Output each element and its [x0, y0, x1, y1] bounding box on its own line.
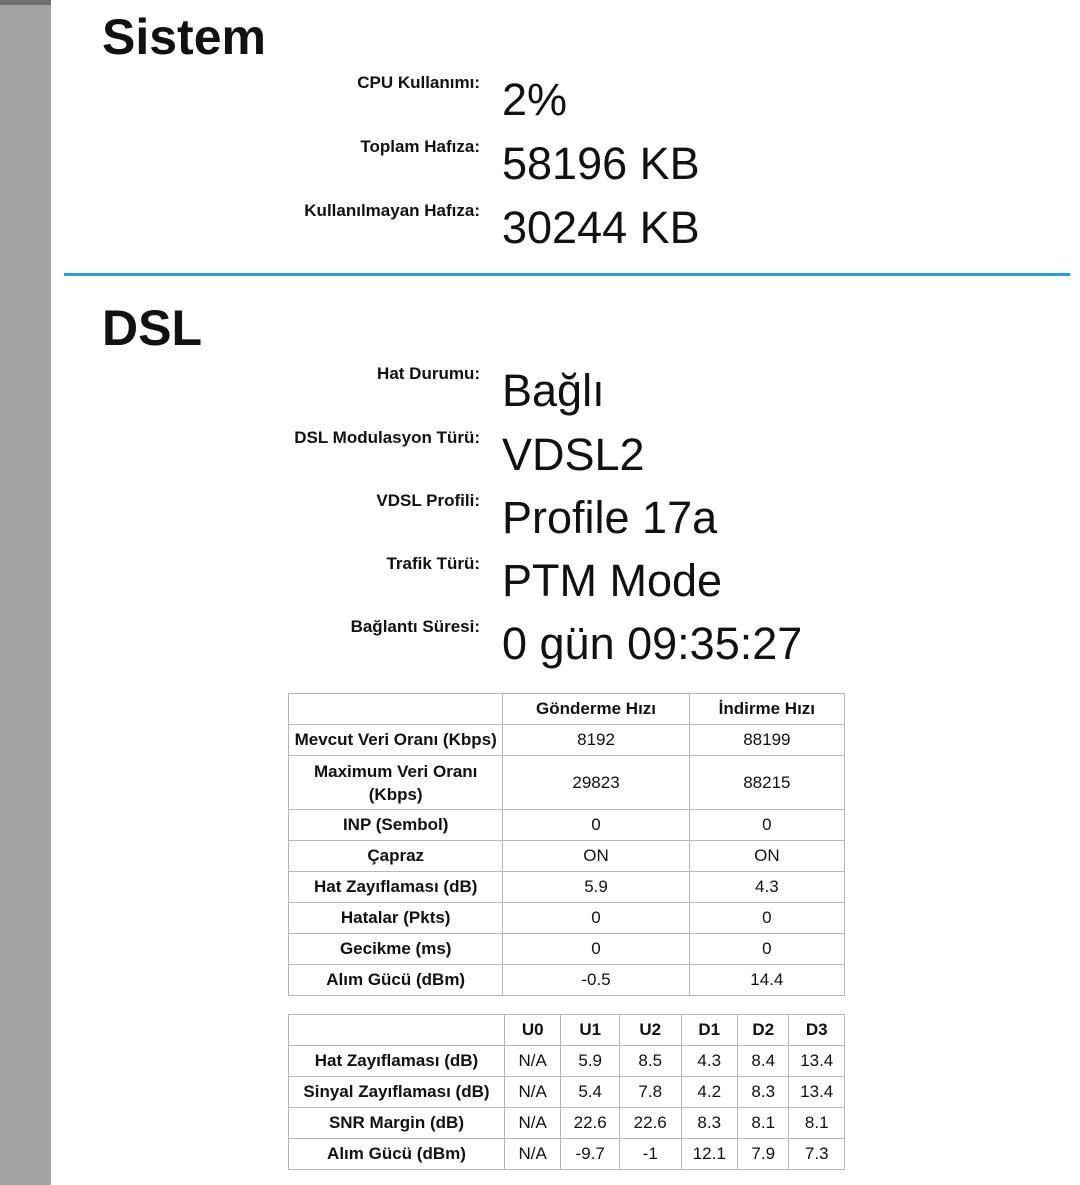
table-cell: ON — [689, 841, 844, 872]
line-status-value: Bağlı — [502, 365, 605, 416]
table-cell: 13.4 — [789, 1046, 845, 1077]
table-cell: 12.1 — [681, 1139, 738, 1170]
row-label: SNR Margin (dB) — [289, 1108, 505, 1139]
table-cell: 5.9 — [561, 1046, 620, 1077]
table-header-row — [289, 1015, 845, 1046]
table-header-cell: İndirme Hızı — [689, 694, 844, 725]
table-cell: 7.8 — [619, 1077, 681, 1108]
table-row — [289, 841, 845, 872]
table-row — [289, 965, 845, 996]
table-header-cell: D2 — [738, 1015, 789, 1046]
vdsl-profile-value: Profile 17a — [502, 492, 718, 543]
table-cell: 0 — [689, 903, 844, 934]
table-row — [289, 1077, 845, 1108]
table-cell: 0 — [503, 934, 689, 965]
total-memory-label: Toplam Hafıza: — [360, 137, 480, 156]
table-cell: 4.2 — [681, 1077, 738, 1108]
table-cell: 5.4 — [561, 1077, 620, 1108]
dsl-section-title: DSL — [102, 300, 202, 356]
table-cell: 8.1 — [738, 1108, 789, 1139]
table-row — [289, 1108, 845, 1139]
row-label: Hat Zayıflaması (dB) — [289, 1046, 505, 1077]
table-cell: 7.3 — [789, 1139, 845, 1170]
table-cell: 13.4 — [789, 1077, 845, 1108]
table-cell: 22.6 — [561, 1108, 620, 1139]
vdsl-profile-label: VDSL Profili: — [376, 491, 480, 510]
table-cell: 0 — [503, 810, 689, 841]
row-label: Alım Gücü (dBm) — [289, 965, 503, 996]
table-header-cell: D1 — [681, 1015, 738, 1046]
system-section-title: Sistem — [102, 9, 266, 65]
table-cell: 14.4 — [689, 965, 844, 996]
table-cell: 5.9 — [503, 872, 689, 903]
row-label: INP (Sembol) — [289, 810, 503, 841]
table-cell: N/A — [504, 1046, 561, 1077]
table-row — [289, 756, 845, 810]
free-memory-value: 30244 KB — [502, 202, 700, 253]
table-cell: 29823 — [503, 756, 689, 810]
table-header-cell: D3 — [789, 1015, 845, 1046]
row-label: Çapraz — [289, 841, 503, 872]
table-cell: 4.3 — [681, 1046, 738, 1077]
table-cell: 4.3 — [689, 872, 844, 903]
band-table — [288, 1014, 845, 1170]
cpu-usage-label: CPU Kullanımı: — [357, 73, 480, 92]
table-row — [289, 934, 845, 965]
traffic-type-value: PTM Mode — [502, 555, 723, 606]
row-label: Hatalar (Pkts) — [289, 903, 503, 934]
table-cell: 0 — [503, 903, 689, 934]
table-cell: -1 — [619, 1139, 681, 1170]
table-cell: 22.6 — [619, 1108, 681, 1139]
table-cell: 8.1 — [789, 1108, 845, 1139]
total-memory-value: 58196 KB — [502, 138, 700, 189]
table-header-cell: Gönderme Hızı — [503, 694, 689, 725]
table-header-cell: U2 — [619, 1015, 681, 1046]
table-row — [289, 1139, 845, 1170]
table-cell: 8.3 — [738, 1077, 789, 1108]
table-cell: N/A — [504, 1077, 561, 1108]
table-cell: 88215 — [689, 756, 844, 810]
rate-table — [288, 693, 845, 996]
modulation-type-value: VDSL2 — [502, 429, 645, 480]
modulation-type-label: DSL Modulasyon Türü: — [294, 428, 480, 447]
row-label: Hat Zayıflaması (dB) — [289, 872, 503, 903]
table-cell: 8192 — [503, 725, 689, 756]
table-header-cell: U0 — [504, 1015, 561, 1046]
table-row — [289, 1046, 845, 1077]
table-cell: 0 — [689, 934, 844, 965]
table-cell: 7.9 — [738, 1139, 789, 1170]
table-row — [289, 810, 845, 841]
table-row — [289, 872, 845, 903]
table-header-row — [289, 694, 845, 725]
table-cell: 88199 — [689, 725, 844, 756]
table-cell: -9.7 — [561, 1139, 620, 1170]
table-cell: 8.5 — [619, 1046, 681, 1077]
cpu-usage-value: 2% — [502, 74, 568, 125]
table-header-cell — [289, 1015, 505, 1046]
table-cell: 0 — [689, 810, 844, 841]
table-header-cell: U1 — [561, 1015, 620, 1046]
connection-time-value: 0 gün 09:35:27 — [502, 618, 803, 669]
table-cell: 8.4 — [738, 1046, 789, 1077]
table-row — [289, 903, 845, 934]
row-label: Alım Gücü (dBm) — [289, 1139, 505, 1170]
table-header-cell — [289, 694, 503, 725]
table-cell: N/A — [504, 1139, 561, 1170]
connection-time-label: Bağlantı Süresi: — [350, 617, 480, 636]
table-cell: ON — [503, 841, 689, 872]
row-label: Maximum Veri Oranı (Kbps) — [289, 756, 503, 810]
free-memory-label: Kullanılmayan Hafıza: — [304, 201, 480, 220]
table-cell: -0.5 — [503, 965, 689, 996]
table-cell: 8.3 — [681, 1108, 738, 1139]
row-label: Sinyal Zayıflaması (dB) — [289, 1077, 505, 1108]
section-divider — [64, 273, 1070, 276]
line-status-label: Hat Durumu: — [377, 364, 480, 383]
traffic-type-label: Trafik Türü: — [386, 554, 480, 573]
table-cell: N/A — [504, 1108, 561, 1139]
row-label: Mevcut Veri Oranı (Kbps) — [289, 725, 503, 756]
row-label: Gecikme (ms) — [289, 934, 503, 965]
table-row — [289, 725, 845, 756]
